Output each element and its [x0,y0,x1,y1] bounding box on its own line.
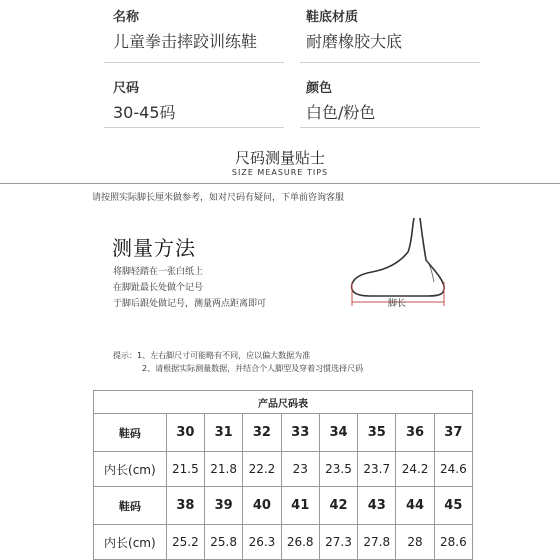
size-cell: 38 [166,487,204,525]
size-cell: 42 [319,487,357,525]
size-cell: 45 [434,487,472,525]
material-label: 鞋底材质 [306,10,359,25]
size-field [113,77,176,123]
length-cell: 25.8 [205,525,243,560]
tips-title: 尺码测量贴士 [234,149,325,167]
size-cell: 44 [396,487,434,525]
size-table-title: 产品尺码表 [94,391,473,414]
size-cell: 30 [166,414,204,452]
length-cell: 21.8 [205,452,243,487]
table-row [94,487,473,525]
length-cell: 23 [281,452,319,487]
table-row [94,452,473,487]
info-divider-top [104,62,284,63]
note-line-2: 2、请根据实际测量数据，并结合个人脚型及穿着习惯选择尺码 [142,364,364,373]
size-cell: 39 [205,487,243,525]
size-label: 尺码 [113,81,140,96]
color-label: 颜色 [306,81,333,96]
color-value: 白色/粉色 [306,103,376,122]
foot-length-label: 脚长 [388,299,407,309]
length-cell: 27.3 [319,525,357,560]
size-cell: 37 [434,414,472,452]
size-row-label: 鞋码 [94,414,167,452]
color-field [306,77,375,123]
method-title: 测量方法 [112,236,196,260]
length-cell: 24.2 [396,452,434,487]
size-cell: 34 [319,414,357,452]
table-row [94,414,473,452]
size-cell: 32 [243,414,281,452]
length-cell: 22.2 [243,452,281,487]
length-cell: 26.3 [243,525,281,560]
material-value: 耐磨橡胶大底 [306,32,403,51]
method-step: 于脚后跟处做记号，测量两点距离即可 [113,299,267,309]
info-divider-top-right [300,62,480,63]
length-cell: 28.6 [434,525,472,560]
name-label: 名称 [113,10,140,25]
size-cell: 36 [396,414,434,452]
note-line-1: 提示：1、左右脚尺寸可能略有不同，应以偏大数据为准 [113,351,311,360]
size-chart-table [93,390,473,560]
length-cell: 21.5 [166,452,204,487]
size-cell: 40 [243,487,281,525]
method-step: 在脚趾最长处做个记号 [113,283,204,293]
tips-subtitle: SIZE MEASURE TIPS [231,168,329,177]
tips-divider [0,183,560,184]
size-cell: 41 [281,487,319,525]
length-cell: 23.5 [319,452,357,487]
size-cell: 35 [358,414,396,452]
length-cell: 28 [396,525,434,560]
table-row [94,525,473,560]
tips-description: 请按照实际脚长厘米做参考，如对尺码有疑问，下单前咨询客服 [92,193,345,203]
length-cell: 24.6 [434,452,472,487]
length-cell: 26.8 [281,525,319,560]
length-row-label: 内长(cm) [94,525,167,560]
size-cell: 33 [281,414,319,452]
info-divider-bottom [104,127,284,128]
size-row-label: 鞋码 [94,487,167,525]
info-divider-bottom-right [300,127,480,128]
size-cell: 43 [358,487,396,525]
method-step: 将脚轻踏在一张白纸上 [113,267,204,277]
length-cell: 27.8 [358,525,396,560]
length-cell: 25.2 [166,525,204,560]
name-field [113,6,257,52]
size-cell: 31 [205,414,243,452]
material-field [306,6,402,52]
name-value: 儿童拳击摔跤训练鞋 [113,32,258,51]
method-steps [113,264,266,312]
size-value: 30-45码 [113,103,176,122]
length-row-label: 内长(cm) [94,452,167,487]
length-cell: 23.7 [358,452,396,487]
